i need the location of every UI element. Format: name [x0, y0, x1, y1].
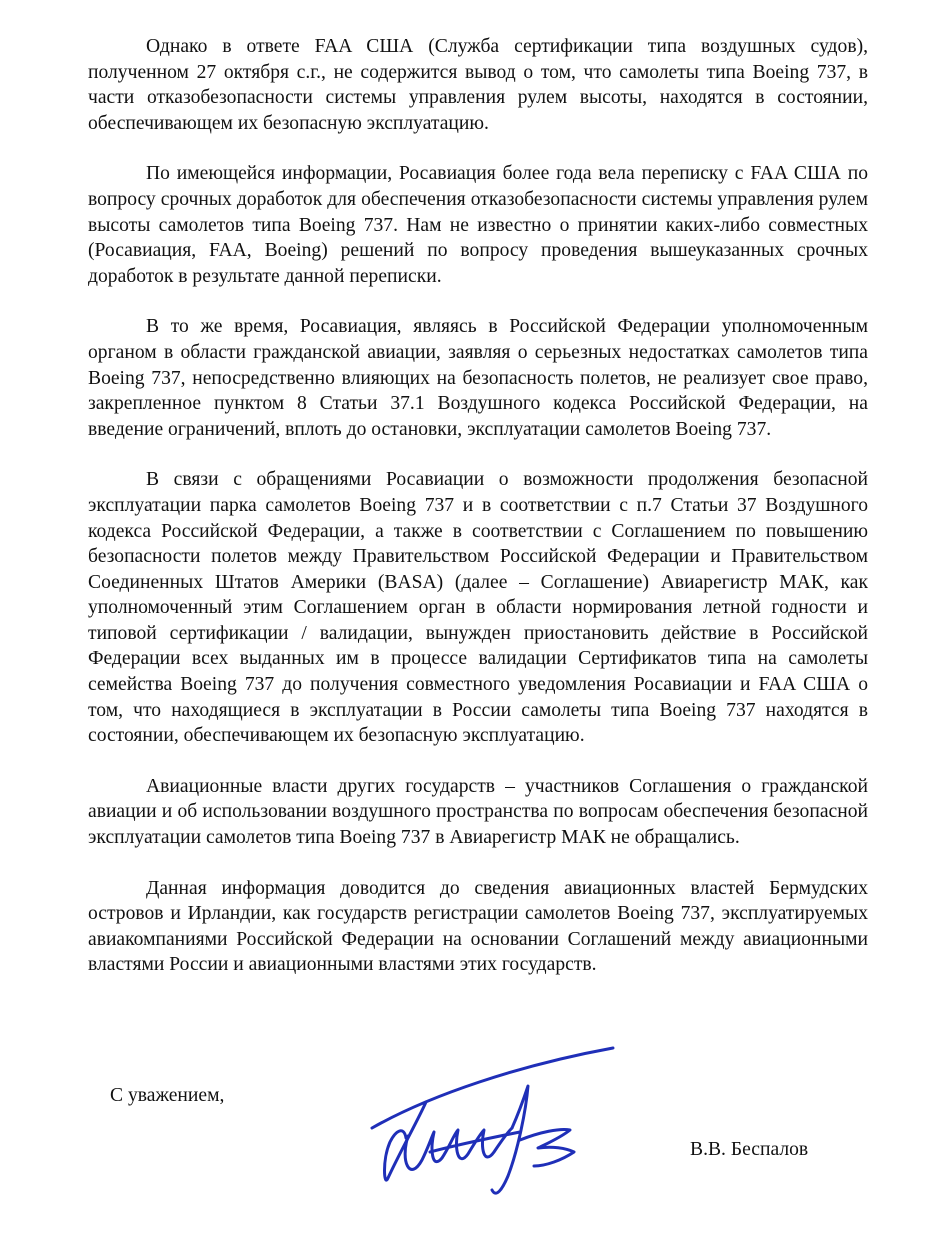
signer-name: В.В. Беспалов	[690, 1139, 809, 1160]
paragraph-other-states: Авиационные власти других государств – участников Соглашения о гражданской авиации и об использовании воздушного пространства по вопросам обеспечения безопасной эксплуатации самолетов типа Boeing 737 в Авиарегистр МАК не обращались.	[88, 775, 868, 849]
letter-body	[88, 34, 868, 1003]
paragraph-certificate-suspension: В связи с обращениями Росавиации о возможности продолжения безопасной эксплуатации парка самолетов Boeing 737 и в соответствии с п.7 Статьи 37 Воздушного кодекса Российской Федерации, а также в соответствии с Соглашением по повышению безопасности полетов между Правительством Российской Федерации и Правительством Соединенных Штатов Америки (BASA) (далее – Соглашение) Авиарегистр МАК, как уполномоченный этим Соглашением орган в области нормирования летной годности и типовой сертификации / валидации, вынужден приостановить действие в Российской Федерации всех выданных им в процессе валидации Сертификатов типа на самолеты семейства Boeing 737 до получения совместного уведомления Росавиации и FAA США о том, что находящиеся в эксплуатации в России самолеты типа Boeing 737 находятся в состоянии, обеспечивающем их безопасную эксплуатацию.	[88, 469, 868, 747]
paragraph-notification: Данная информация доводится до сведения авиационных властей Бермудских островов и Ирландии, как государств регистрации самолетов Boeing 737, эксплуатируемых авиакомпаниями Российской Федерации на основании Соглашений между авиационными властями России и авиационными властями этих государств.	[88, 877, 868, 976]
paragraph-rosaviatsia-rights: В то же время, Росавиация, являясь в Российской Федерации уполномоченным органом в области гражданской авиации, заявляя о серьезных недостатках самолетов типа Boeing 737, непосредственно влияющих на безопасность полетов, не реализует свое право, закрепленное пунктом 8 Статьи 37.1 Воздушного кодекса Российской Федерации, на введение ограничений, вплоть до остановки, эксплуатации самолетов Boeing 737.	[88, 316, 868, 440]
paragraph-rosaviatsia-correspondence: По имеющейся информации, Росавиация более года вела переписку с FAA США по вопросу срочных доработок для обеспечения отказобезопасности системы управления рулем высоты самолетов типа Boeing 737. Нам не известно о принятии каких-либо совместных (Росавиация, FAA, Boeing) решений по вопросу проведения вышеуказанных срочных доработок в результате данной переписки.	[88, 163, 868, 287]
closing-salutation: С уважением,	[110, 1085, 225, 1106]
paragraph-faa-response: Однако в ответе FAA США (Служба сертификации типа воздушных судов), полученном 27 октября с.г., не содержится вывод о том, что самолеты типа Boeing 737, в части отказобезопасности системы управления рулем высоты, находятся в состоянии, обеспечивающем их безопасную эксплуатацию.	[88, 36, 868, 134]
handwritten-signature	[370, 1040, 630, 1200]
